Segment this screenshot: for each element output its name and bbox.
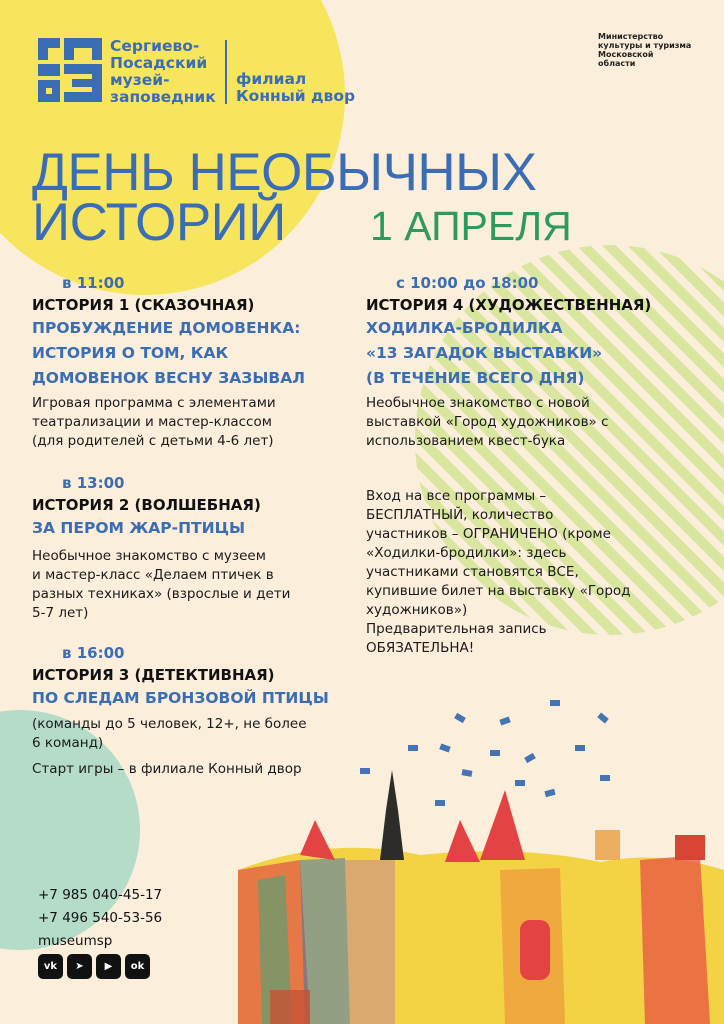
event-date: 1 АПРЕЛЯ (370, 203, 572, 249)
social-icons (38, 954, 150, 979)
event-description (32, 394, 362, 451)
info-line: участников – ОГРАНИЧЕНО (кроме (366, 526, 611, 542)
event-time: в 16:00 (62, 644, 125, 662)
event-name-line: ХОДИЛКА-БРОДИЛКА (366, 319, 563, 337)
info-line: Предварительная запись (366, 621, 547, 637)
event-time: в 11:00 (62, 274, 125, 292)
event-4 (366, 274, 706, 451)
event-description (32, 715, 362, 753)
event-name-line: ИСТОРИЯ О ТОМ, КАК (32, 344, 229, 362)
info-line: Вход на все программы – (366, 488, 547, 504)
info-line: «Ходилки-бродилки»: здесь (366, 545, 567, 561)
event-heading: ИСТОРИЯ 2 (ВОЛШЕБНАЯ) (32, 496, 261, 514)
logo-divider (225, 40, 227, 104)
desc-line: разных техниках» (взрослые и дети (32, 586, 291, 602)
event-2 (32, 474, 362, 623)
info-line: художников») (366, 602, 468, 618)
event-name-line: ДОМОВЕНОК ВЕСНУ ЗАЗЫВАЛ (32, 369, 306, 387)
desc-line: использованием квест-бука (366, 433, 566, 449)
desc-line: выставкой «Город художников» с (366, 414, 609, 430)
event-name-line: «13 ЗАГАДОК ВЫСТАВКИ» (366, 344, 603, 362)
desc-line: (для родителей с детьми 4-6 лет) (32, 433, 274, 449)
event-time: в 13:00 (62, 474, 125, 492)
event-3 (32, 644, 362, 779)
contacts (38, 884, 162, 953)
info-line: БЕСПЛАТНЫЙ, количество (366, 507, 554, 523)
branch-name (236, 71, 355, 105)
event-name-line: ЗА ПЕРОМ ЖАР-ПТИЦЫ (32, 519, 246, 537)
branch-line: филиал (236, 70, 307, 88)
info-line: ОБЯЗАТЕЛЬНА! (366, 640, 475, 656)
ministry-line: культуры и туризма (598, 41, 692, 50)
event-name (32, 516, 362, 541)
phone-link[interactable]: +7 496 540-53-56 (38, 910, 163, 926)
youtube-icon[interactable]: ▶ (96, 954, 121, 979)
museum-name (110, 38, 216, 106)
museum-name-line: Сергиево- (110, 37, 200, 55)
event-name-line: ПО СЛЕДАМ БРОНЗОВОЙ ПТИЦЫ (32, 689, 329, 707)
desc-line: Необычное знакомство с музеем (32, 548, 266, 564)
odnoklassniki-icon[interactable]: ok (125, 954, 150, 979)
social-handle: museumsp (38, 933, 113, 949)
museum-name-line: заповедник (110, 88, 216, 106)
title-line-2: ИСТОРИЙ (32, 193, 286, 252)
info-line: купившие билет на выставку «Город (366, 583, 631, 599)
desc-line: Игровая программа с элементами (32, 395, 276, 411)
event-description (32, 547, 362, 623)
event-name (32, 686, 362, 711)
desc-line: (команды до 5 человек, 12+, не более (32, 716, 307, 732)
event-heading: ИСТОРИЯ 1 (СКАЗОЧНАЯ) (32, 296, 255, 314)
ministry-line: области (598, 59, 636, 68)
desc-line: Необычное знакомство с новой (366, 395, 590, 411)
desc-line: и мастер-класс «Делаем птичек в (32, 567, 274, 583)
event-name (32, 316, 362, 391)
museum-logo (38, 38, 102, 102)
logo-mark-icon (38, 38, 102, 102)
ministry-line: Московской (598, 50, 654, 59)
event-time: с 10:00 до 18:00 (396, 274, 539, 292)
event-heading: ИСТОРИЯ 4 (ХУДОЖЕСТВЕННАЯ) (366, 296, 652, 314)
event-name-line: (В ТЕЧЕНИЕ ВСЕГО ДНЯ) (366, 369, 585, 387)
admission-info (366, 487, 706, 658)
event-heading: ИСТОРИЯ 3 (ДЕТЕКТИВНАЯ) (32, 666, 275, 684)
museum-name-line: Посадский (110, 54, 208, 72)
event-1 (32, 274, 362, 451)
event-start-note: Старт игры – в филиале Конный двор (32, 761, 302, 777)
phone-link[interactable]: +7 985 040-45-17 (38, 887, 163, 903)
event-name-line: ПРОБУЖДЕНИЕ ДОМОВЕНКА: (32, 319, 301, 337)
desc-line: 5-7 лет) (32, 605, 89, 621)
desc-line: 6 команд) (32, 735, 104, 751)
museum-name-line: музей- (110, 71, 170, 89)
branch-line: Конный двор (236, 87, 356, 105)
desc-line: театрализации и мастер-классом (32, 414, 272, 430)
event-name (366, 316, 706, 391)
event-description (366, 394, 706, 451)
ministry-logo-text (598, 32, 691, 68)
info-line: участниками становятся ВСЕ, (366, 564, 579, 580)
vk-icon[interactable]: vk (38, 954, 63, 979)
ministry-line: Министерство (598, 32, 664, 41)
telegram-icon[interactable]: ➤ (67, 954, 92, 979)
title-line-1: ДЕНЬ НЕОБЫЧНЫХ (32, 143, 537, 202)
